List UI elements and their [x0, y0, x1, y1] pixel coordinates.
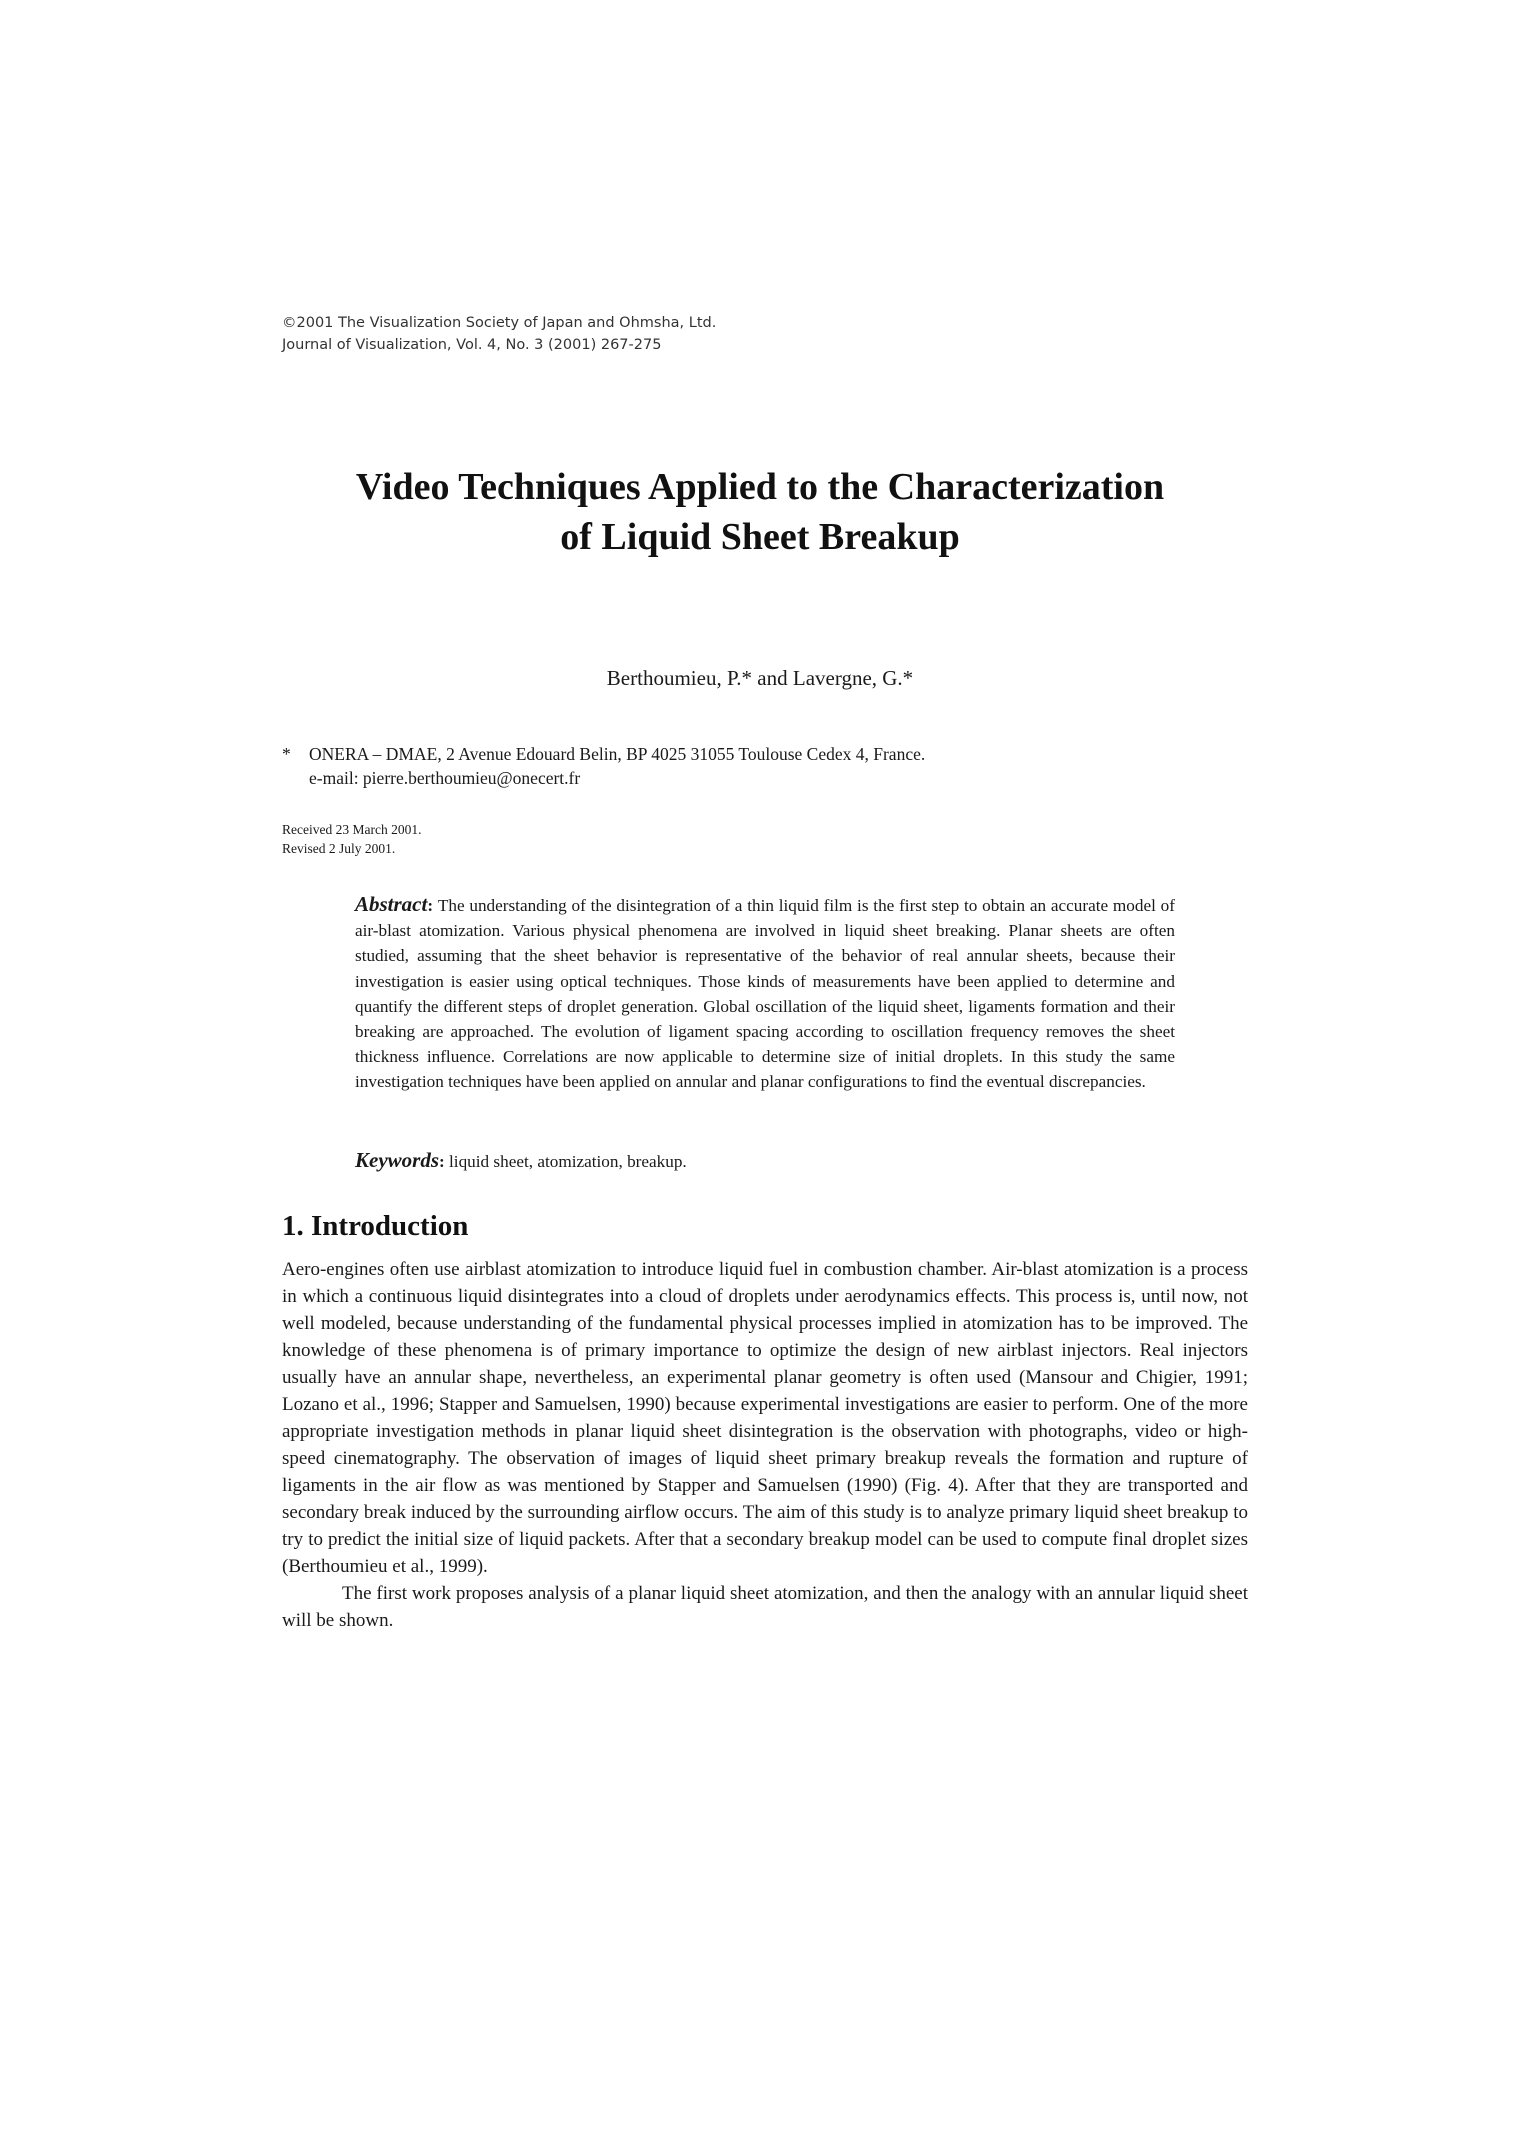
- section-body: [282, 1256, 1248, 1634]
- affiliation: [282, 742, 925, 790]
- section-heading: 1. Introduction: [282, 1210, 469, 1242]
- abstract-separator: :: [427, 896, 438, 915]
- title-line-2: of Liquid Sheet Breakup: [560, 516, 960, 558]
- affiliation-address: ONERA – DMAE, 2 Avenue Edouard Belin, BP 4025 31055 Toulouse Cedex 4, France.: [309, 744, 926, 764]
- paragraph-1: Aero-engines often use airblast atomization to introduce liquid fuel in combustion chamber. Air-blast atomization is a process in which a continuous liquid disintegrates into a cloud of droplets under aerodynamics effects. This process is, until now, not well modeled, because understanding of the fundamental physical processes implied in atomization has to be improved. The knowledge of these phenomena is of primary importance to optimize the design of new airblast injectors. Real injectors usually have an annular shape, nevertheless, an experimental planar geometry is often used (Mansour and Chigier, 1991; Lozano et al., 1996; Stapper and Samuelsen, 1990) because experimental investigations are easier to perform. One of the more appropriate investigation methods in planar liquid sheet disintegration is the observation with photographs, video or high-speed cinematography. The observation of images of liquid sheet primary breakup reveals the formation and rupture of ligaments in the air flow as was mentioned by Stapper and Samuelsen (1990) (Fig. 4). After that they are transported and secondary break induced by the surrounding airflow occurs. The aim of this study is to analyze primary liquid sheet breakup to try to predict the initial size of liquid packets. After that a secondary breakup model can be used to compute final droplet sizes (Berthoumieu et al., 1999).: [282, 1259, 1248, 1577]
- keywords: [355, 1148, 687, 1174]
- paper-title: [0, 462, 1520, 562]
- submission-dates: [282, 820, 421, 858]
- copyright-line: ©2001 The Visualization Society of Japan and Ohmsha, Ltd.: [282, 315, 717, 331]
- title-line-1: Video Techniques Applied to the Characterization: [355, 466, 1165, 508]
- keywords-text: liquid sheet, atomization, breakup.: [449, 1152, 687, 1171]
- affiliation-email: e-mail: pierre.berthoumieu@onecert.fr: [309, 768, 581, 788]
- keywords-separator: :: [439, 1152, 450, 1171]
- abstract: [355, 892, 1175, 1095]
- abstract-label: Abstract: [355, 892, 428, 916]
- paragraph-2: The first work proposes analysis of a planar liquid sheet atomization, and then the analogy with an annular liquid sheet will be shown.: [282, 1583, 1248, 1631]
- abstract-text: The understanding of the disintegration of a thin liquid film is the first step to obtain an accurate model of air-blast atomization. Various physical phenomena are involved in liquid sheet breaking. Planar sheets are often studied, assuming that the sheet behavior is representative of the behavior of real annular sheets, because their investigation is easier using optical techniques. Those kinds of measurements have been applied to determine and quantify the different steps of droplet generation. Global oscillation of the liquid sheet, ligaments formation and their breaking are approached. The evolution of ligament spacing according to oscillation frequency removes the sheet thickness influence. Correlations are now applicable to determine size of initial droplets. In this study the same investigation techniques have been applied on annular and planar configurations to find the eventual discrepancies.: [355, 896, 1175, 1092]
- journal-citation: Journal of Visualization, Vol. 4, No. 3 (2001) 267-275: [282, 337, 662, 353]
- received-date: Received 23 March 2001.: [282, 822, 422, 837]
- revised-date: Revised 2 July 2001.: [282, 841, 396, 856]
- keywords-label: Keywords: [355, 1148, 439, 1172]
- authors: Berthoumieu, P.* and Lavergne, G.*: [606, 666, 914, 690]
- affiliation-marker: *: [282, 744, 291, 764]
- journal-header: [282, 312, 716, 356]
